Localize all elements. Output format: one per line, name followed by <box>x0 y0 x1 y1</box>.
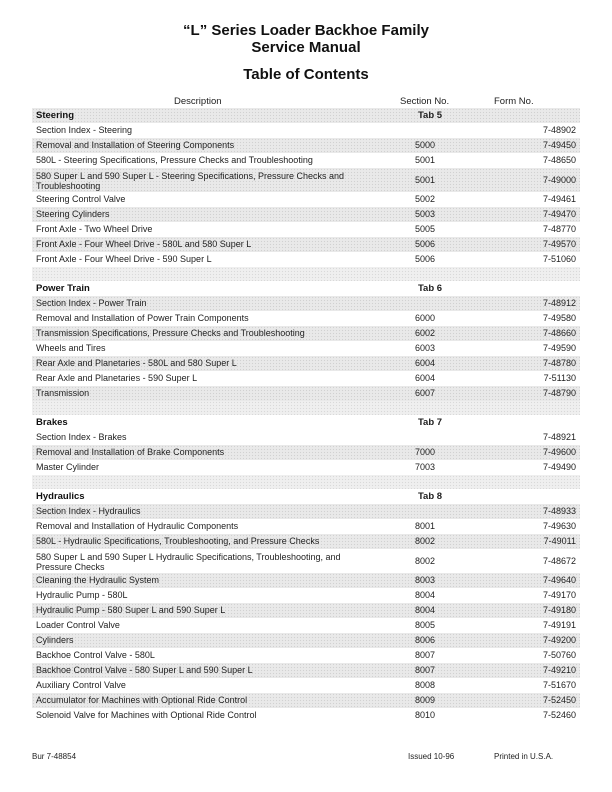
toc-form-number: 7-51130 <box>543 373 576 383</box>
toc-section-number: 8004 <box>414 590 436 600</box>
column-header-form: Form No. <box>494 96 534 107</box>
section-divider <box>32 401 580 415</box>
toc-description: Removal and Installation of Hydraulic Components <box>36 521 239 531</box>
toc-row[interactable] <box>32 296 580 311</box>
toc-form-number: 7-51060 <box>542 254 576 264</box>
toc-section-number: 8010 <box>414 710 436 720</box>
toc-section-number: 5001 <box>414 155 436 165</box>
toc-form-number: 7-49000 <box>542 175 576 185</box>
toc-section-number: 8005 <box>414 620 436 630</box>
toc-description: Accumulator for Machines with Optional Ride Control <box>36 695 248 705</box>
toc-row[interactable] <box>32 648 580 663</box>
toc-section-number: 8009 <box>414 695 436 705</box>
toc-section-number: 8002 <box>414 536 436 546</box>
toc-description: Hydraulic Pump - 580L <box>36 590 128 600</box>
toc-row[interactable] <box>32 168 580 192</box>
toc-row[interactable] <box>32 123 580 138</box>
toc-description: Section Index - Brakes <box>36 432 127 442</box>
toc-form-number: 7-48902 <box>542 125 576 135</box>
toc-form-number: 7-51670 <box>542 680 576 690</box>
toc-section-number: 6002 <box>414 328 436 338</box>
toc-form-number: 7-49590 <box>542 343 576 353</box>
toc-row[interactable] <box>32 341 580 356</box>
toc-row[interactable] <box>32 430 580 445</box>
toc-description: Steering Cylinders <box>36 209 110 219</box>
toc-section-number: 5006 <box>414 254 436 264</box>
section-tab: Tab 8 <box>417 491 443 502</box>
toc-row[interactable] <box>32 663 580 678</box>
toc-row[interactable] <box>32 326 580 341</box>
document-title: “L” Series Loader Backhoe Family <box>183 22 429 39</box>
toc-row[interactable] <box>32 138 580 153</box>
toc-description: 580 Super L and 590 Super L Hydraulic Specifications, Troubleshooting, and Pressure Checks <box>36 552 341 572</box>
section-header <box>32 489 580 504</box>
toc-form-number: 7-49461 <box>542 194 576 204</box>
toc-form-number: 7-48660 <box>542 328 576 338</box>
toc-form-number: 7-49490 <box>542 462 576 472</box>
toc-section-number: 8001 <box>414 521 436 531</box>
toc-description: Transmission <box>36 388 90 398</box>
toc-description: Section Index - Steering <box>36 125 133 135</box>
toc-form-number: 7-50760 <box>542 650 576 660</box>
toc-row[interactable] <box>32 207 580 222</box>
footer-bur-number: Bur 7-48854 <box>32 752 77 761</box>
toc-description: Front Axle - Four Wheel Drive - 580L and 580 Super L <box>36 239 252 249</box>
toc-row[interactable] <box>32 573 580 588</box>
section-tab: Tab 6 <box>417 283 443 294</box>
toc-description: Front Axle - Four Wheel Drive - 590 Super L <box>36 254 212 264</box>
toc-description: Removal and Installation of Steering Components <box>36 140 235 150</box>
toc-description: Removal and Installation of Brake Components <box>36 447 225 457</box>
toc-row[interactable] <box>32 603 580 618</box>
toc-form-number: 7-48770 <box>542 224 576 234</box>
section-title: Brakes <box>36 417 68 428</box>
section-title: Power Train <box>36 283 90 294</box>
toc-description: Section Index - Power Train <box>36 298 147 308</box>
toc-form-number: 7-49191 <box>542 620 576 630</box>
toc-section-number: 6004 <box>414 373 436 383</box>
toc-row[interactable] <box>32 504 580 519</box>
toc-row[interactable] <box>32 252 580 267</box>
toc-row[interactable] <box>32 356 580 371</box>
section-tab: Tab 7 <box>417 417 443 428</box>
section-divider <box>32 267 580 281</box>
toc-form-number: 7-52450 <box>542 695 576 705</box>
column-header-description: Description <box>174 96 222 107</box>
section-divider <box>32 475 580 489</box>
toc-description: Steering Control Valve <box>36 194 126 204</box>
toc-description: Rear Axle and Planetaries - 580L and 580 Super L <box>36 358 237 368</box>
toc-description: Wheels and Tires <box>36 343 106 353</box>
toc-row[interactable] <box>32 460 580 475</box>
toc-row[interactable] <box>32 588 580 603</box>
toc-description: Backhoe Control Valve - 580 Super L and 590 Super L <box>36 665 253 675</box>
section-header <box>32 415 580 430</box>
toc-form-number: 7-49600 <box>542 447 576 457</box>
toc-row[interactable] <box>32 708 580 723</box>
toc-description: Hydraulic Pump - 580 Super L and 590 Super L <box>36 605 226 615</box>
toc-section-number: 6000 <box>414 313 436 323</box>
toc-description: Backhoe Control Valve - 580L <box>36 650 155 660</box>
toc-description: Cleaning the Hydraulic System <box>36 575 160 585</box>
toc-description: Cylinders <box>36 635 74 645</box>
toc-section-number: 5006 <box>414 239 436 249</box>
toc-description: Master Cylinder <box>36 462 100 472</box>
toc-section-number: 6007 <box>414 388 436 398</box>
toc-form-number: 7-48790 <box>542 388 576 398</box>
toc-form-number: 7-48672 <box>542 556 576 566</box>
toc-row[interactable] <box>32 386 580 401</box>
toc-row[interactable] <box>32 311 580 326</box>
toc-section-number: 8004 <box>414 605 436 615</box>
toc-description: Rear Axle and Planetaries - 590 Super L <box>36 373 198 383</box>
toc-description: Front Axle - Two Wheel Drive <box>36 224 153 234</box>
toc-row[interactable] <box>32 192 580 207</box>
toc-section-number: 5002 <box>414 194 436 204</box>
toc-section-number: 6004 <box>414 358 436 368</box>
toc-row[interactable] <box>32 534 580 549</box>
toc-heading: Table of Contents <box>243 66 369 83</box>
footer-printed: Printed in U.S.A. <box>494 752 554 761</box>
toc-section-number: 5005 <box>414 224 436 234</box>
column-header-section: Section No. <box>400 96 450 107</box>
toc-form-number: 7-48780 <box>542 358 576 368</box>
toc-row[interactable] <box>32 618 580 633</box>
toc-section-number: 7003 <box>414 462 436 472</box>
section-header <box>32 108 580 123</box>
toc-form-number: 7-49011 <box>543 536 576 546</box>
toc-form-number: 7-49470 <box>542 209 576 219</box>
section-tab: Tab 5 <box>417 110 443 121</box>
toc-description: Section Index - Hydraulics <box>36 506 141 516</box>
document-subtitle: Service Manual <box>251 39 361 56</box>
toc-row[interactable] <box>32 222 580 237</box>
toc-form-number: 7-49630 <box>542 521 576 531</box>
toc-form-number: 7-49570 <box>542 239 576 249</box>
toc-description: 580L - Hydraulic Specifications, Troubleshooting, and Pressure Checks <box>36 536 320 546</box>
toc-form-number: 7-49170 <box>542 590 576 600</box>
toc-row[interactable] <box>32 445 580 460</box>
toc-section-number: 5000 <box>414 140 436 150</box>
toc-form-number: 7-48912 <box>542 298 576 308</box>
toc-description: Loader Control Valve <box>36 620 120 630</box>
section-title: Steering <box>36 110 75 121</box>
footer-issue-date: Issued 10-96 <box>408 752 455 761</box>
toc-form-number: 7-48921 <box>542 432 576 442</box>
toc-form-number: 7-49200 <box>542 635 576 645</box>
toc-section-number: 5003 <box>414 209 436 219</box>
section-title: Hydraulics <box>36 491 85 502</box>
toc-description: Removal and Installation of Power Train Components <box>36 313 249 323</box>
toc-form-number: 7-49450 <box>542 140 576 150</box>
toc-row[interactable] <box>32 549 580 573</box>
toc-section-number: 7000 <box>414 447 436 457</box>
toc-form-number: 7-49180 <box>542 605 576 615</box>
toc-table <box>32 108 580 723</box>
toc-row[interactable] <box>32 693 580 708</box>
section-header <box>32 281 580 296</box>
toc-description: Solenoid Valve for Machines with Optional Ride Control <box>36 710 257 720</box>
toc-form-number: 7-48650 <box>542 155 576 165</box>
toc-section-number: 5001 <box>414 175 436 185</box>
toc-row[interactable] <box>32 678 580 693</box>
toc-section-number: 8003 <box>414 575 436 585</box>
toc-form-number: 7-48933 <box>542 506 576 516</box>
toc-description: Auxiliary Control Valve <box>36 680 126 690</box>
toc-section-number: 8007 <box>414 665 436 675</box>
toc-row[interactable] <box>32 519 580 534</box>
toc-section-number: 8007 <box>414 650 436 660</box>
toc-section-number: 8006 <box>414 635 436 645</box>
toc-description: Transmission Specifications, Pressure Checks and Troubleshooting <box>36 328 305 338</box>
toc-row[interactable] <box>32 237 580 252</box>
toc-section-number: 8002 <box>414 556 436 566</box>
toc-section-number: 6003 <box>414 343 436 353</box>
toc-description: 580L - Steering Specifications, Pressure Checks and Troubleshooting <box>36 155 313 165</box>
toc-row[interactable] <box>32 633 580 648</box>
toc-form-number: 7-52460 <box>542 710 576 720</box>
toc-row[interactable] <box>32 371 580 386</box>
toc-description: 580 Super L and 590 Super L - Steering Specifications, Pressure Checks and Troubleshooting <box>36 171 345 191</box>
toc-row[interactable] <box>32 153 580 168</box>
toc-section-number: 8008 <box>414 680 436 690</box>
toc-form-number: 7-49580 <box>542 313 576 323</box>
toc-form-number: 7-49640 <box>542 575 576 585</box>
toc-form-number: 7-49210 <box>542 665 576 675</box>
